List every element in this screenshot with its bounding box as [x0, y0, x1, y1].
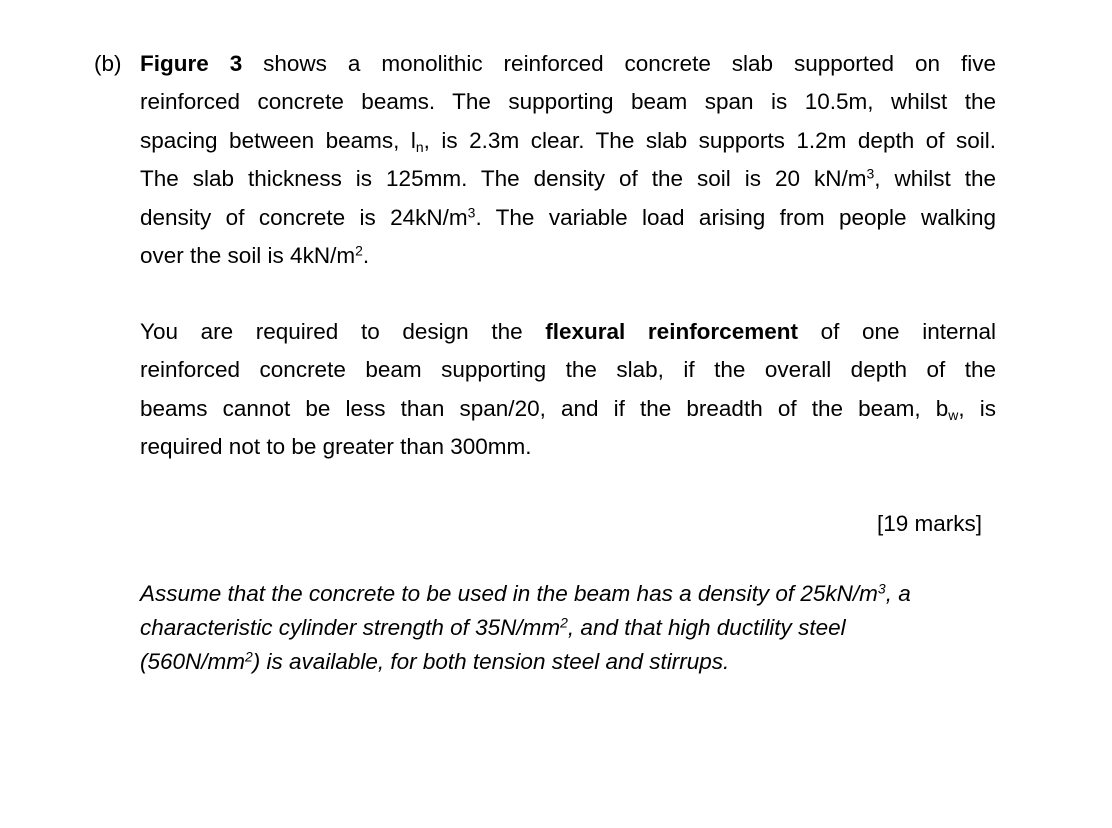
- paragraph-line: The slab thickness is 125mm. The density of the soil is 20 $kN/m^3$, whilst the: [140, 165, 997, 192]
- question-part-label: (b): [94, 51, 122, 76]
- problem-description-paragraph: [140, 45, 996, 275]
- paragraph-line: spacing between beams, $l_n$, is 2.3m clear. The slab supports 1.2m depth of soil.: [140, 127, 996, 155]
- paragraph-line: reinforced concrete beams. The supporting beam span is 10.5m, whilst the: [140, 89, 996, 115]
- paragraph-line: reinforced concrete beam supporting the slab, if the overall depth of the: [140, 357, 996, 383]
- paragraph-line: beams cannot be less than span/20, and if the breadth of the beam, $b_w$, is: [140, 395, 996, 423]
- figure-reference: Figure 3: [140, 51, 243, 76]
- paragraph-line: density of concrete is $24kN/m^3$. The variable load arising from people walking: [140, 203, 996, 230]
- paragraph-line: Figure 3 shows a monolithic reinforced concrete slab supported on five: [140, 51, 996, 76]
- paragraph-line: You are required to design the flexural reinforcement of one internal: [140, 319, 996, 344]
- emphasis-flexural-reinforcement: flexural reinforcement: [545, 319, 798, 344]
- task-requirement-paragraph: [140, 313, 996, 467]
- paragraph-line: characteristic cylinder strength of $35N/mm^2$, and that high ductility steel: [140, 614, 846, 640]
- paragraph-line: required not to be greater than 300mm.: [140, 434, 532, 460]
- paragraph-line: $(560N/mm^2)$ is available, for both tension steel and stirrups.: [140, 648, 730, 674]
- marks-allocation: [19 marks]: [876, 511, 982, 536]
- paragraph-line: over the soil is $4kN/m^2$.: [140, 242, 370, 268]
- assumptions-paragraph: [140, 577, 996, 679]
- paragraph-line: Assume that the concrete to be used in the beam has a density of $25kN/m^3$, a: [140, 580, 911, 606]
